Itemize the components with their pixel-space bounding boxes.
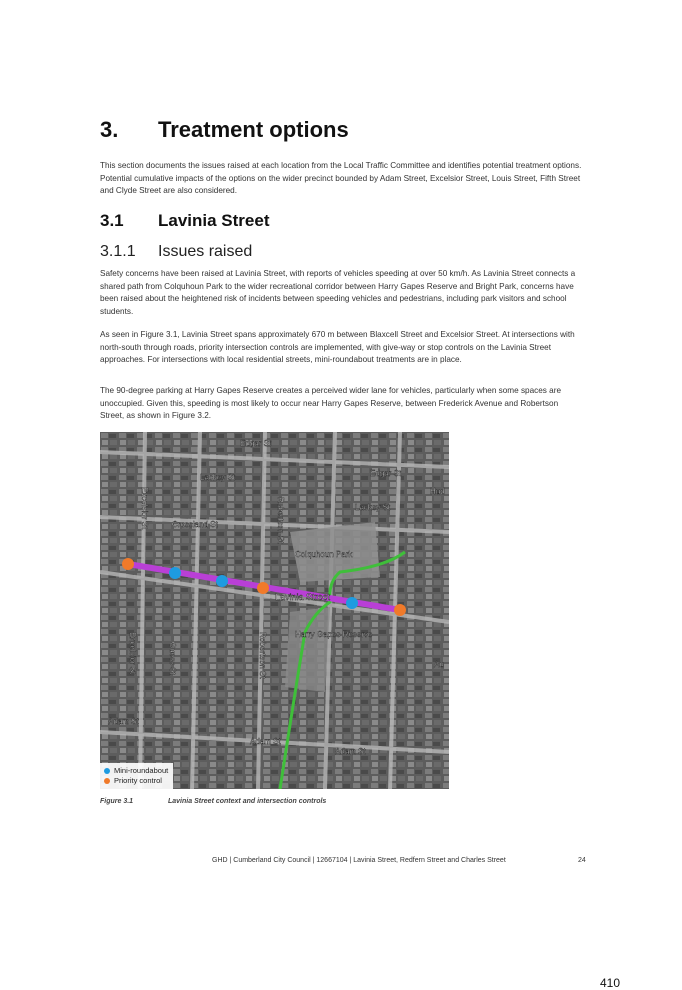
map-label-excelsior-lower: Excelsior St	[128, 632, 137, 675]
map-label-edgar-right: Edgar St	[370, 469, 402, 478]
map-label-robertson-top: Robertson St	[276, 497, 285, 544]
page-number: 24	[578, 857, 586, 864]
mini-roundabout-marker	[216, 575, 228, 587]
map-label-adam-mid: Adam St	[250, 737, 281, 746]
priority-control-icon	[104, 778, 110, 784]
subsubsection-title: Issues raised	[158, 243, 253, 260]
section-number: 3.	[100, 117, 119, 142]
subsection-number: 3.1	[100, 211, 124, 230]
subsubsection-number: 3.1.1	[100, 243, 136, 260]
map-label-adam-left: Adam St	[108, 717, 139, 726]
map-label-adam-right: Adam St	[335, 747, 366, 756]
subsubsection-heading	[100, 243, 252, 261]
map-label-edgar-top: Edgar St	[240, 439, 272, 448]
outer-page-number: 410	[600, 976, 621, 990]
section-title: Treatment options	[158, 117, 349, 142]
figure-caption-text: Lavinia Street context and intersection controls	[168, 798, 327, 805]
subsection-heading	[100, 211, 270, 231]
paragraph-context: As seen in Figure 3.1, Lavinia Street spans approximately 670 m between Blaxcell Street and Excelsior Street. At intersections with north-south through roads, priority intersection controls are implemented, with give-way or stop controls on the Lavinia Street approaches. For intersections with local residential streets, mini-roundabout treatments are in place.	[100, 330, 575, 364]
legend-label: Mini-roundabout	[114, 766, 169, 775]
map-label-lackey-left: Lackey St	[200, 473, 236, 482]
mini-roundabout-marker	[346, 597, 358, 609]
context-map	[100, 432, 449, 789]
legend-item-mini-roundabout	[104, 766, 168, 776]
section-heading	[100, 117, 349, 143]
figure-label: Figure 3.1	[100, 798, 134, 805]
map-label-au: Au	[434, 660, 444, 669]
map-label-hud: Hud	[430, 487, 445, 496]
map-label-crossland: Crossland St	[172, 520, 218, 529]
map-label-lavinia: Lavinia Street	[275, 592, 331, 602]
map-label-robertson-mid: Robertson St	[258, 632, 267, 679]
legend-label: Priority control	[114, 776, 162, 785]
map-label-harry-gapes: Harry Gapes Reserve	[295, 630, 373, 639]
legend-item-priority-control	[104, 776, 168, 786]
paragraph-safety: Safety concerns have been raised at Lavinia Street, with reports of vehicles speeding at over 50 km/h. As Lavinia Street connects a shared path from Colquhoun Park to the wider recreational corridor between Harry Gapes Reserve and Bright Park, concerns have been raised about the heightened risk of incidents between speeding vehicles and pedestrians, including park visitors and school students.	[100, 269, 576, 316]
map-label-excelsior: Excelsior St	[140, 487, 149, 530]
priority-control-marker	[122, 558, 134, 570]
paragraph-parking: The 90-degree parking at Harry Gapes Reserve creates a perceived wider lane for vehicles, particularly when some spaces are unoccupied. Given this, speeding is most likely to occur near Harry Gapes Reserve, between Frederick Avenue and Robertson Street, as shown in Figure 3.2.	[100, 386, 561, 420]
priority-control-marker	[257, 582, 269, 594]
map-label-colquhoun: Colquhoun Park	[295, 550, 353, 559]
page-footer: GHD | Cumberland City Council | 12667104 | Lavinia Street, Redfern Street and Charles Street	[212, 857, 506, 864]
map-image	[100, 432, 449, 789]
subsection-title: Lavinia Street	[158, 211, 270, 230]
figure-caption	[100, 798, 326, 805]
map-label-guess: Guess St	[168, 642, 177, 675]
map-label-lackey-right: Lackey St	[355, 503, 391, 512]
mini-roundabout-icon	[104, 768, 110, 774]
mini-roundabout-marker	[169, 567, 181, 579]
intro-paragraph: This section documents the issues raised at each location from the Local Traffic Committee and identifies potential treatment options. Potential cumulative impacts of the options on the wider precinct bounded by Adam Street, Excelsior Street, Louis Street, Fifth Street and Clyde Street are also considered.	[100, 161, 582, 195]
priority-control-marker	[394, 604, 406, 616]
map-legend	[100, 763, 173, 789]
